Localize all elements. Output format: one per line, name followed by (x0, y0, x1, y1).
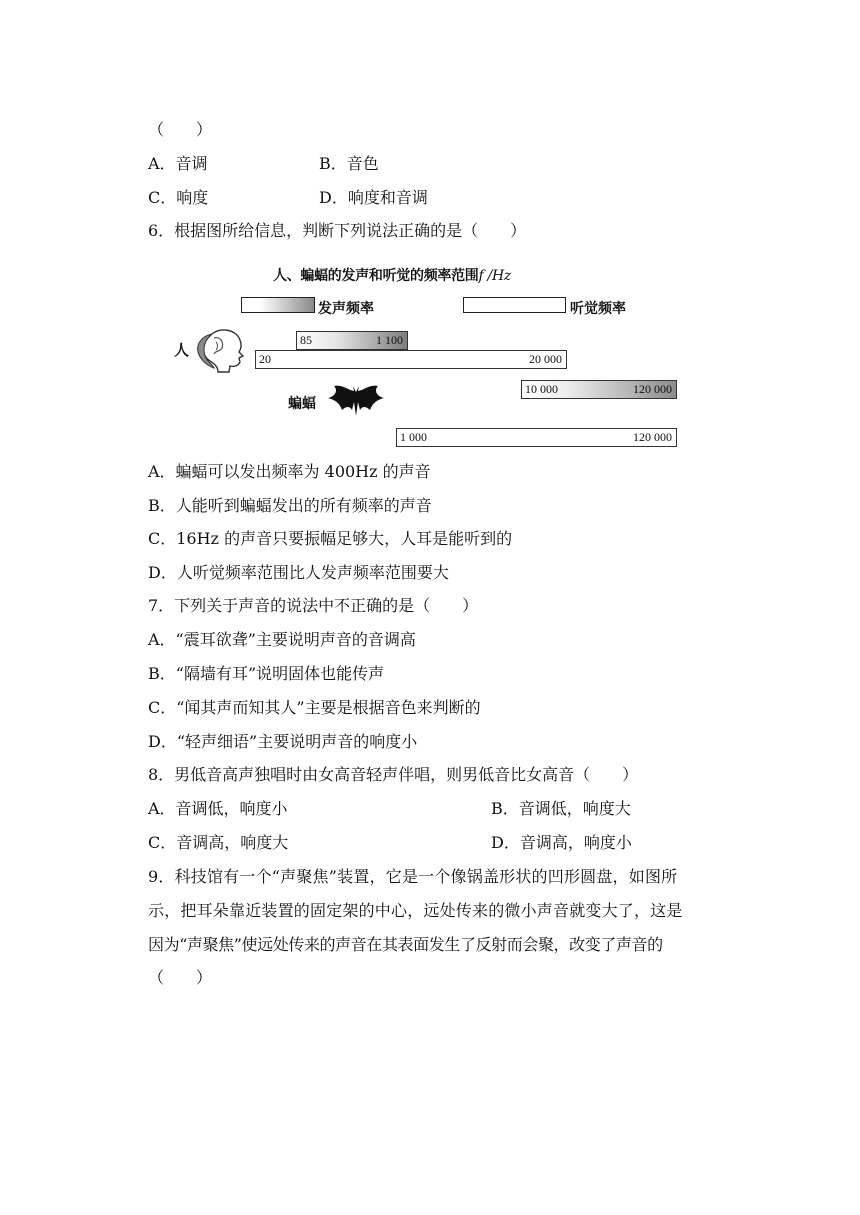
q5-answer-blank: （ ） (148, 120, 213, 139)
q6-option-c: C．16Hz 的声音只要振幅足够大，人耳是能听到的 (148, 529, 513, 548)
q8-option-d: D．音调高，响度小 (491, 833, 632, 852)
q9-answer-blank: （ ） (148, 968, 213, 987)
human-head-icon (194, 328, 246, 374)
human-hear-bar (255, 350, 567, 369)
q8-stem: 8．男低音高声独唱时由女高音轻声伴唱，则男低音比女高音（ ） (148, 765, 639, 784)
q5-option-c: C．响度 (148, 188, 209, 207)
bat-emit-bar (521, 380, 677, 399)
bat-label: 蝙蝠 (288, 396, 316, 412)
q7-stem: 7．下列关于声音的说法中不正确的是（ ） (148, 596, 479, 615)
q6-option-b: B．人能听到蝙蝠发出的所有频率的声音 (148, 496, 432, 515)
q5-option-d: D．响度和音调 (319, 188, 428, 207)
frequency-range-figure (170, 262, 690, 452)
q6-stem: 6．根据图所给信息，判断下列说法正确的是（ ） (148, 221, 527, 240)
q7-option-c: C．“闻其声而知其人”主要是根据音色来判断的 (148, 698, 481, 717)
human-emit-max: 1 100 (376, 333, 403, 347)
human-label: 人 (174, 341, 190, 359)
q8-option-c: C．音调高，响度大 (148, 833, 289, 852)
bat-hear-bar (396, 428, 677, 447)
legend-hear-label: 听觉频率 (570, 301, 626, 317)
human-hear-min: 20 (259, 352, 271, 366)
human-emit-bar (296, 331, 408, 350)
legend-emit-label: 发声频率 (318, 301, 374, 317)
q8-option-b: B．音调低，响度大 (491, 799, 631, 818)
bat-icon (324, 382, 388, 418)
q7-option-a: A．“震耳欲聋”主要说明声音的音调高 (148, 630, 416, 649)
human-emit-min: 85 (300, 333, 312, 347)
figure-title: 人、蝙蝠的发声和听觉的频率范围f /Hz (273, 268, 511, 284)
q7-option-d: D．“轻声细语”主要说明声音的响度小 (148, 732, 418, 751)
bat-hear-max: 120 000 (633, 430, 672, 444)
q7-option-b: B．“隔墙有耳”说明固体也能传声 (148, 664, 385, 683)
q6-option-a: A．蝙蝠可以发出频率为 400Hz 的声音 (148, 462, 431, 481)
bat-hear-min: 1 000 (400, 430, 427, 444)
q8-option-a: A．音调低，响度小 (148, 799, 288, 818)
bat-emit-min: 10 000 (525, 382, 558, 396)
bat-emit-max: 120 000 (633, 382, 672, 396)
q5-option-b: B．音色 (319, 154, 379, 173)
q6-option-d: D．人听觉频率范围比人发声频率范围要大 (148, 563, 449, 582)
q9-stem-line1: 9．科技馆有一个“声聚焦”装置，它是一个像锅盖形状的凹形圆盘，如图所 (148, 867, 678, 886)
q9-stem-line2: 示，把耳朵靠近装置的固定架的中心，远处传来的微小声音就变大了，这是 (148, 901, 683, 920)
legend-hear-swatch (463, 297, 566, 313)
legend-emit-swatch (241, 297, 315, 313)
q5-option-a: A．音调 (148, 154, 208, 173)
q9-stem-line3: 因为“声聚焦”使远处传来的声音在其表面发生了反射而会聚，改变了声音的 (148, 935, 663, 954)
human-hear-max: 20 000 (529, 352, 562, 366)
